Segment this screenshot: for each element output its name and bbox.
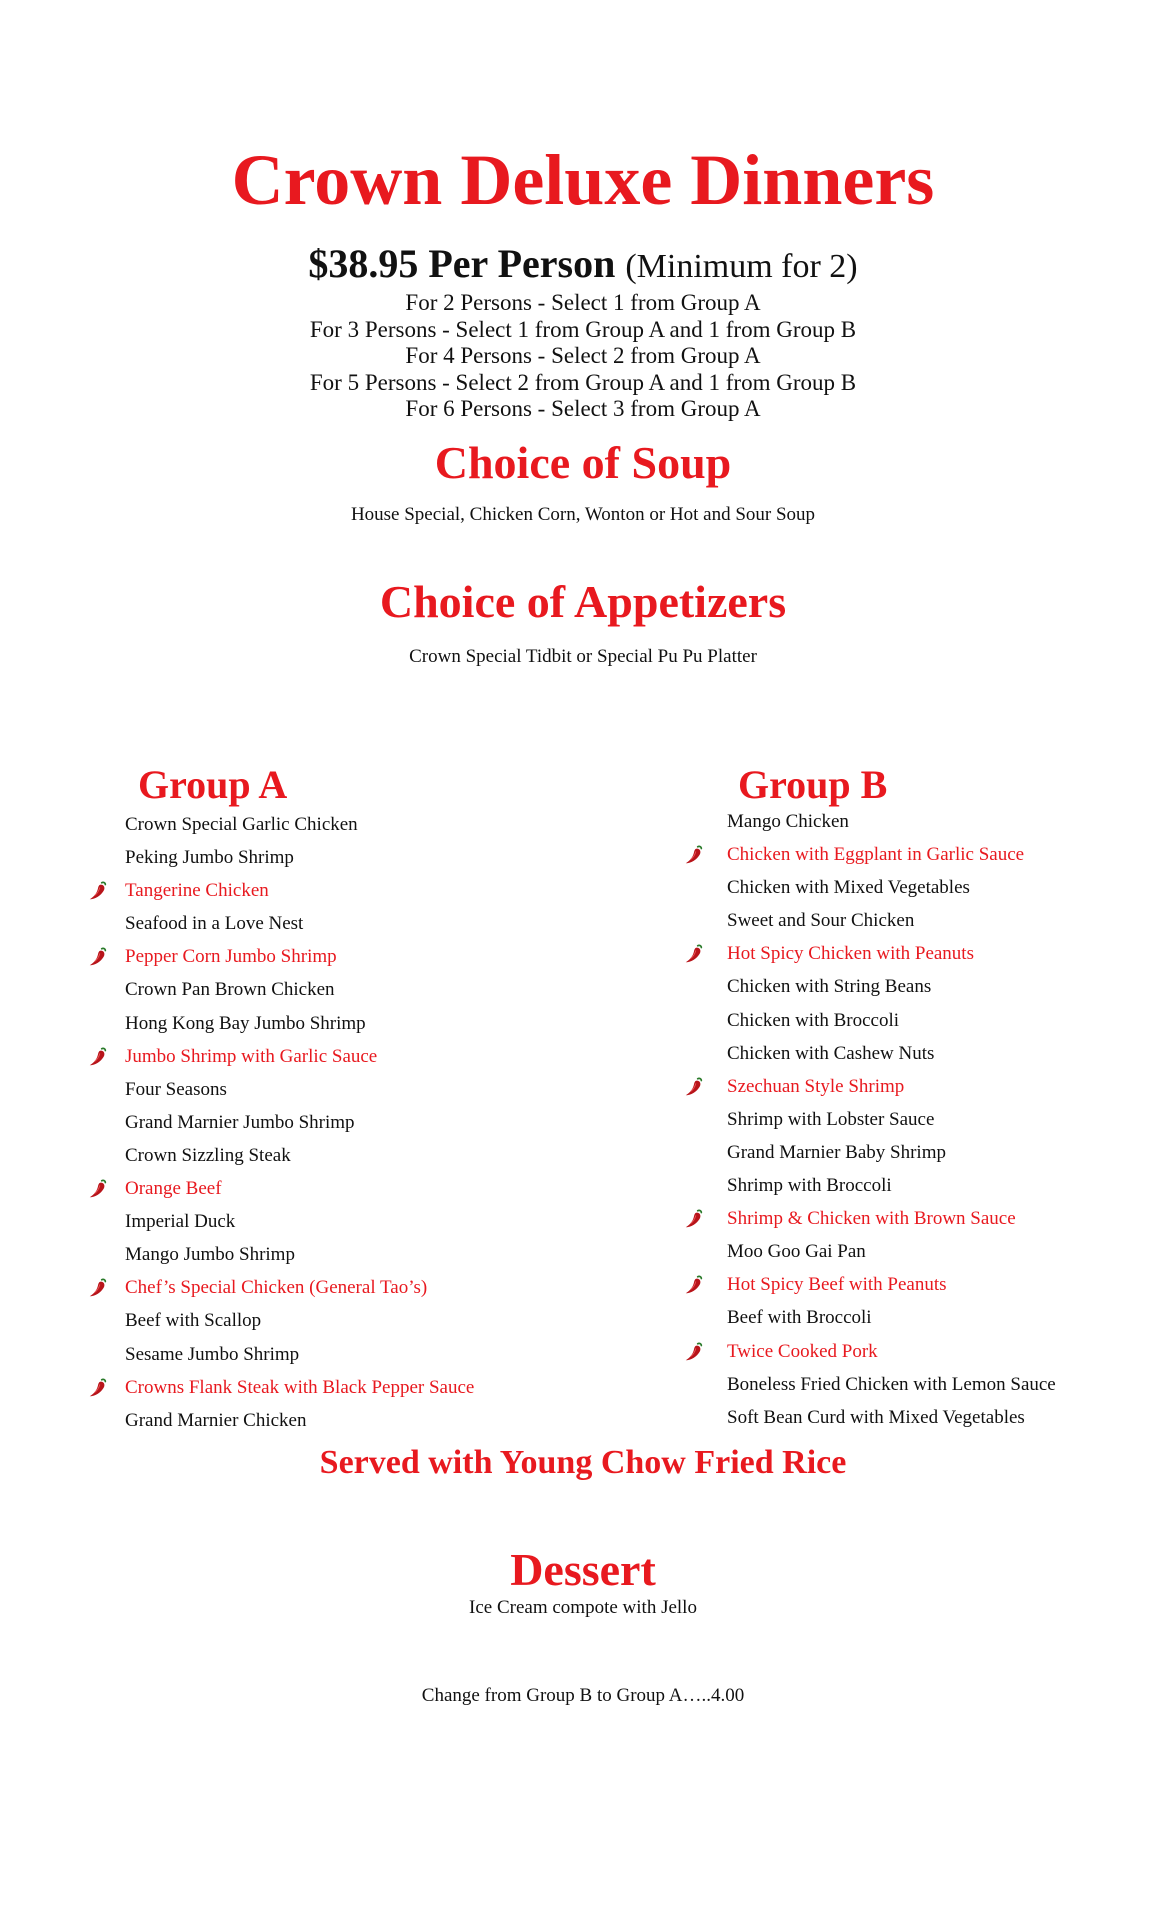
menu-item-name: Pepper Corn Jumbo Shrimp — [125, 946, 337, 968]
menu-item-name: Chicken with Cashew Nuts — [727, 1042, 935, 1064]
price-minimum: (Minimum for 2) — [625, 248, 858, 285]
appetizers-heading: Choice of Appetizers — [379, 576, 787, 627]
menu-item — [727, 904, 1056, 937]
dessert-text: Ice Cream compote with Jello — [469, 1597, 697, 1618]
menu-item-name: Sweet and Sour Chicken — [727, 910, 915, 932]
menu-item-name: Boneless Fried Chicken with Lemon Sauce — [727, 1373, 1056, 1395]
menu-item — [727, 1268, 1056, 1301]
chili-pepper-icon — [683, 844, 705, 866]
rule-line: For 3 Persons - Select 1 from Group A and 1 from Group B — [309, 316, 857, 342]
menu-item — [727, 1070, 1056, 1103]
menu-item — [125, 1172, 474, 1205]
group-b-list — [727, 805, 1056, 1434]
menu-item-name: Chef’s Special Chicken (General Tao’s) — [125, 1277, 428, 1299]
menu-item — [727, 970, 1056, 1003]
menu-item — [125, 1106, 474, 1139]
chili-pepper-icon — [87, 1377, 109, 1399]
rule-line: For 5 Persons - Select 2 from Group A and 1 from Group B — [309, 369, 857, 395]
menu-item-name: Jumbo Shrimp with Garlic Sauce — [125, 1045, 378, 1067]
menu-item-name: Crown Pan Brown Chicken — [125, 979, 335, 1001]
menu-item — [125, 1139, 474, 1172]
rule-line: For 2 Persons - Select 1 from Group A — [405, 290, 761, 315]
menu-item-name: Moo Goo Gai Pan — [727, 1241, 866, 1263]
menu-item-name: Hong Kong Bay Jumbo Shrimp — [125, 1012, 366, 1034]
menu-item-name: Chicken with String Beans — [727, 976, 932, 998]
menu-item-name: Grand Marnier Baby Shrimp — [727, 1141, 946, 1163]
menu-item-name: Beef with Scallop — [125, 1310, 262, 1332]
change-note: Change from Group B to Group A…..4.00 — [421, 1685, 745, 1706]
menu-item-name: Szechuan Style Shrimp — [727, 1075, 905, 1097]
menu-item-name: Shrimp with Lobster Sauce — [727, 1108, 935, 1130]
party-size-rules — [0, 290, 1166, 423]
menu-item — [125, 808, 474, 841]
menu-item-name: Crown Special Garlic Chicken — [125, 814, 358, 835]
chili-pepper-icon — [683, 1076, 705, 1098]
menu-item-name: Chicken with Broccoli — [727, 1009, 900, 1031]
menu-item — [727, 1103, 1056, 1136]
menu-item — [125, 1238, 474, 1271]
menu-item-name: Sesame Jumbo Shrimp — [125, 1343, 300, 1365]
menu-item — [727, 1004, 1056, 1037]
menu-item-name: Chicken with Eggplant in Garlic Sauce — [727, 844, 1025, 866]
menu-item — [125, 973, 474, 1006]
rule-line: For 6 Persons - Select 3 from Group A — [405, 396, 761, 421]
chili-pepper-icon — [87, 880, 109, 902]
menu-item-name: Mango Chicken — [727, 811, 849, 832]
menu-item — [125, 1205, 474, 1238]
menu-item-name: Shrimp with Broccoli — [727, 1175, 892, 1197]
menu-item — [125, 1040, 474, 1073]
menu-item — [727, 805, 1056, 838]
soup-options: House Special, Chicken Corn, Wonton or Hot and Sour Soup — [350, 504, 816, 525]
appetizers-options: Crown Special Tidbit or Special Pu Pu Platter — [409, 646, 757, 667]
menu-item — [125, 1271, 474, 1304]
menu-item — [727, 871, 1056, 904]
menu-item — [727, 1301, 1056, 1334]
group-a-heading: Group A — [138, 762, 288, 807]
menu-item-name: Hot Spicy Beef with Peanuts — [727, 1274, 947, 1296]
soup-heading: Choice of Soup — [434, 437, 732, 488]
menu-item — [125, 907, 474, 940]
menu-item — [727, 1136, 1056, 1169]
page-title: Crown Deluxe Dinners — [231, 140, 935, 220]
menu-item-name: Tangerine Chicken — [125, 880, 269, 902]
menu-item — [125, 1371, 474, 1404]
menu-item — [727, 1202, 1056, 1235]
menu-item-name: Soft Bean Curd with Mixed Vegetables — [727, 1406, 1025, 1428]
menu-item — [727, 937, 1056, 970]
menu-item — [727, 1169, 1056, 1202]
menu-item-name: Crown Sizzling Steak — [125, 1144, 291, 1166]
menu-item-name: Chicken with Mixed Vegetables — [727, 877, 970, 899]
rule-line: For 4 Persons - Select 2 from Group A — [405, 343, 761, 368]
chili-pepper-icon — [683, 1274, 705, 1296]
menu-item-name: Grand Marnier Chicken — [125, 1409, 307, 1431]
menu-item — [125, 940, 474, 973]
menu-item — [125, 1007, 474, 1040]
menu-item-name: Twice Cooked Pork — [727, 1340, 878, 1362]
served-with-note: Served with Young Chow Fried Rice — [319, 1444, 847, 1481]
chili-pepper-icon — [87, 1046, 109, 1068]
menu-item — [727, 1401, 1056, 1434]
chili-pepper-icon — [683, 943, 705, 965]
group-b-heading: Group B — [738, 762, 888, 807]
menu-item — [727, 838, 1056, 871]
chili-pepper-icon — [683, 1341, 705, 1363]
menu-item-name: Peking Jumbo Shrimp — [125, 847, 294, 869]
menu-item-name: Crowns Flank Steak with Black Pepper Sauce — [125, 1376, 475, 1398]
menu-item — [727, 1037, 1056, 1070]
menu-item — [125, 874, 474, 907]
dessert-heading: Dessert — [510, 1544, 656, 1595]
price-line — [0, 240, 1166, 291]
menu-item — [125, 1304, 474, 1337]
chili-pepper-icon — [683, 1208, 705, 1230]
group-a-list — [125, 808, 474, 1437]
menu-item-name: Four Seasons — [125, 1078, 227, 1100]
menu-item-name: Mango Jumbo Shrimp — [125, 1244, 295, 1266]
chili-pepper-icon — [87, 1277, 109, 1299]
price-per-person: $38.95 Per Person — [308, 241, 616, 286]
menu-item-name: Orange Beef — [125, 1178, 222, 1200]
menu-item-name: Beef with Broccoli — [727, 1307, 872, 1329]
menu-item — [727, 1235, 1056, 1268]
menu-item — [125, 1404, 474, 1437]
menu-item-name: Grand Marnier Jumbo Shrimp — [125, 1111, 355, 1133]
chili-pepper-icon — [87, 946, 109, 968]
menu-item-name: Imperial Duck — [125, 1211, 236, 1233]
menu-item-name: Seafood in a Love Nest — [125, 913, 304, 935]
menu-item-name: Shrimp & Chicken with Brown Sauce — [727, 1208, 1016, 1230]
chili-pepper-icon — [87, 1178, 109, 1200]
menu-item — [125, 841, 474, 874]
menu-item-name: Hot Spicy Chicken with Peanuts — [727, 943, 974, 965]
menu-item — [727, 1335, 1056, 1368]
menu-item — [727, 1368, 1056, 1401]
menu-item — [125, 1338, 474, 1371]
menu-item — [125, 1073, 474, 1106]
